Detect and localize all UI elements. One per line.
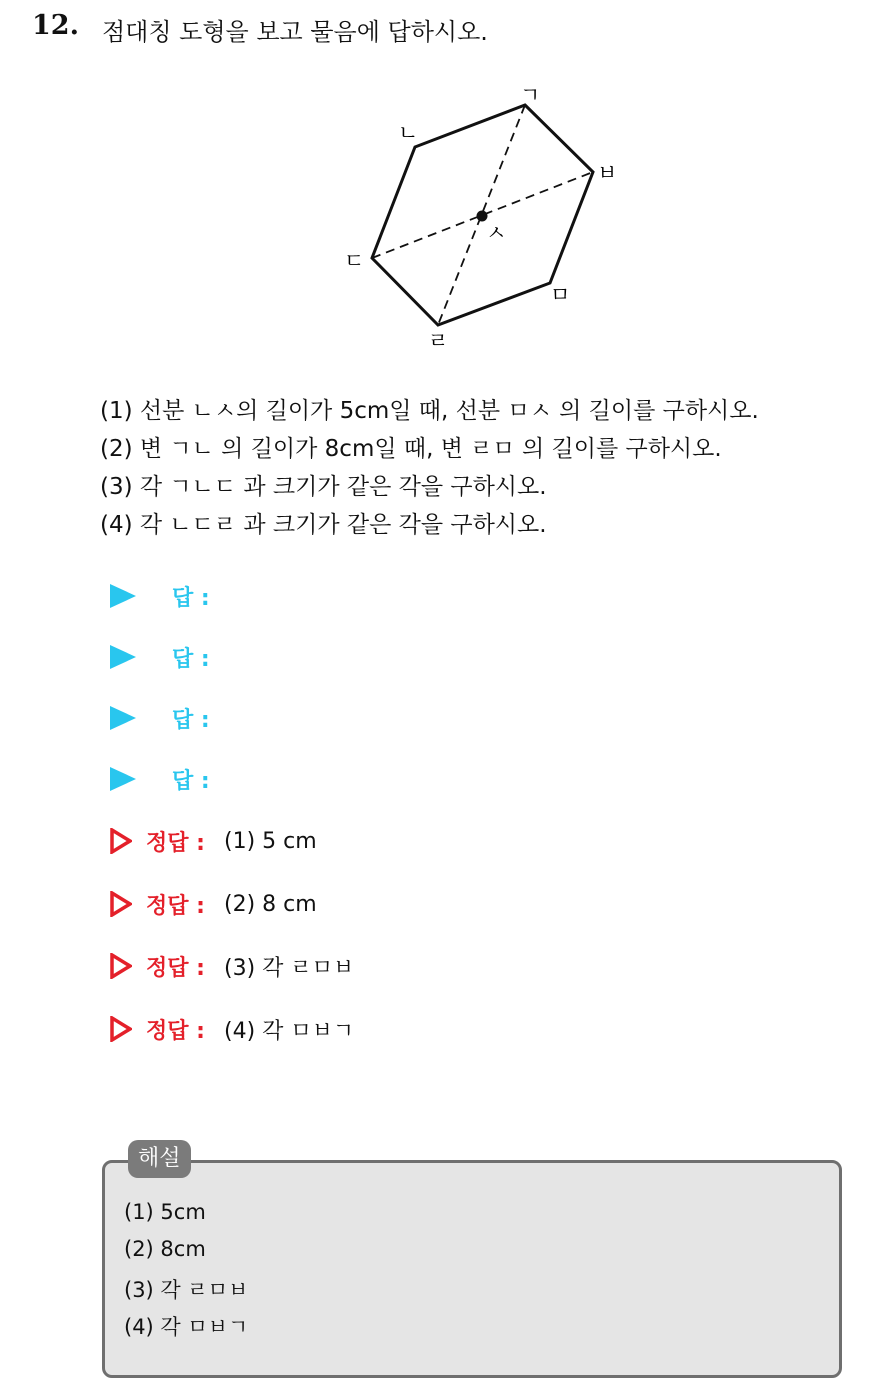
center-label-s: ㅅ <box>486 221 507 245</box>
answer-label: 답 : <box>172 585 210 611</box>
play-icon <box>110 706 136 730</box>
answer-key-label: 정답 : <box>146 893 205 919</box>
vertex-label-n: ㄴ <box>398 121 419 145</box>
explanation-line-4: (4) 각 ㅁㅂㄱ <box>124 1315 249 1339</box>
answer-key-value: (3) 각 ㄹㅁㅂ <box>224 955 355 981</box>
subquestion-2: (2) 변 ㄱㄴ 의 길이가 8cm일 때, 변 ㄹㅁ 의 길이를 구하시오. <box>100 436 722 462</box>
question-text: 점대칭 도형을 보고 물음에 답하시오. <box>102 18 488 46</box>
answer-key-value: (4) 각 ㅁㅂㄱ <box>224 1018 355 1044</box>
vertex-label-m: ㅁ <box>550 283 571 307</box>
answer-label: 답 : <box>172 646 210 672</box>
explanation-line-1: (1) 5cm <box>124 1200 206 1224</box>
answer-key-value: (2) 8 cm <box>224 891 317 917</box>
question-number: 12. <box>32 10 79 41</box>
outline-play-icon <box>110 953 132 979</box>
subquestion-1: (1) 선분 ㄴㅅ의 길이가 5cm일 때, 선분 ㅁㅅ 의 길이를 구하시오. <box>100 398 759 424</box>
explanation-line-3: (3) 각 ㄹㅁㅂ <box>124 1278 249 1302</box>
answer-key-label: 정답 : <box>146 1018 205 1044</box>
subquestion-4: (4) 각 ㄴㄷㄹ 과 크기가 같은 각을 구하시오. <box>100 512 547 538</box>
vertex-label-b: ㅂ <box>597 161 618 185</box>
vertex-label-g: ㄱ <box>520 83 541 107</box>
answer-row-3[interactable] <box>110 700 210 736</box>
play-icon <box>110 767 136 791</box>
answer-key-value: (1) 5 cm <box>224 828 317 854</box>
answer-row-2[interactable] <box>110 639 210 675</box>
answer-key-label: 정답 : <box>146 830 205 856</box>
play-icon <box>110 584 136 608</box>
vertex-label-r: ㄹ <box>428 329 449 353</box>
play-icon <box>110 645 136 669</box>
explanation-line-2: (2) 8cm <box>124 1237 206 1261</box>
answer-key-2 <box>110 884 317 924</box>
center-point <box>477 211 488 222</box>
answer-label: 답 : <box>172 768 210 794</box>
answer-row-4[interactable] <box>110 761 210 797</box>
subquestion-3: (3) 각 ㄱㄴㄷ 과 크기가 같은 각을 구하시오. <box>100 474 547 500</box>
outline-play-icon <box>110 1016 132 1042</box>
outline-play-icon <box>110 891 132 917</box>
explanation-box <box>102 1160 842 1378</box>
hexagon-figure <box>330 78 630 358</box>
answer-label: 답 : <box>172 707 210 733</box>
answer-row-1[interactable] <box>110 578 210 614</box>
answer-key-3 <box>110 946 354 986</box>
explanation-title: 해설 <box>128 1140 191 1178</box>
vertex-label-d: ㄷ <box>344 249 365 273</box>
answer-key-label: 정답 : <box>146 955 205 981</box>
answer-key-4 <box>110 1009 354 1049</box>
outline-play-icon <box>110 828 132 854</box>
answer-key-1 <box>110 821 317 861</box>
